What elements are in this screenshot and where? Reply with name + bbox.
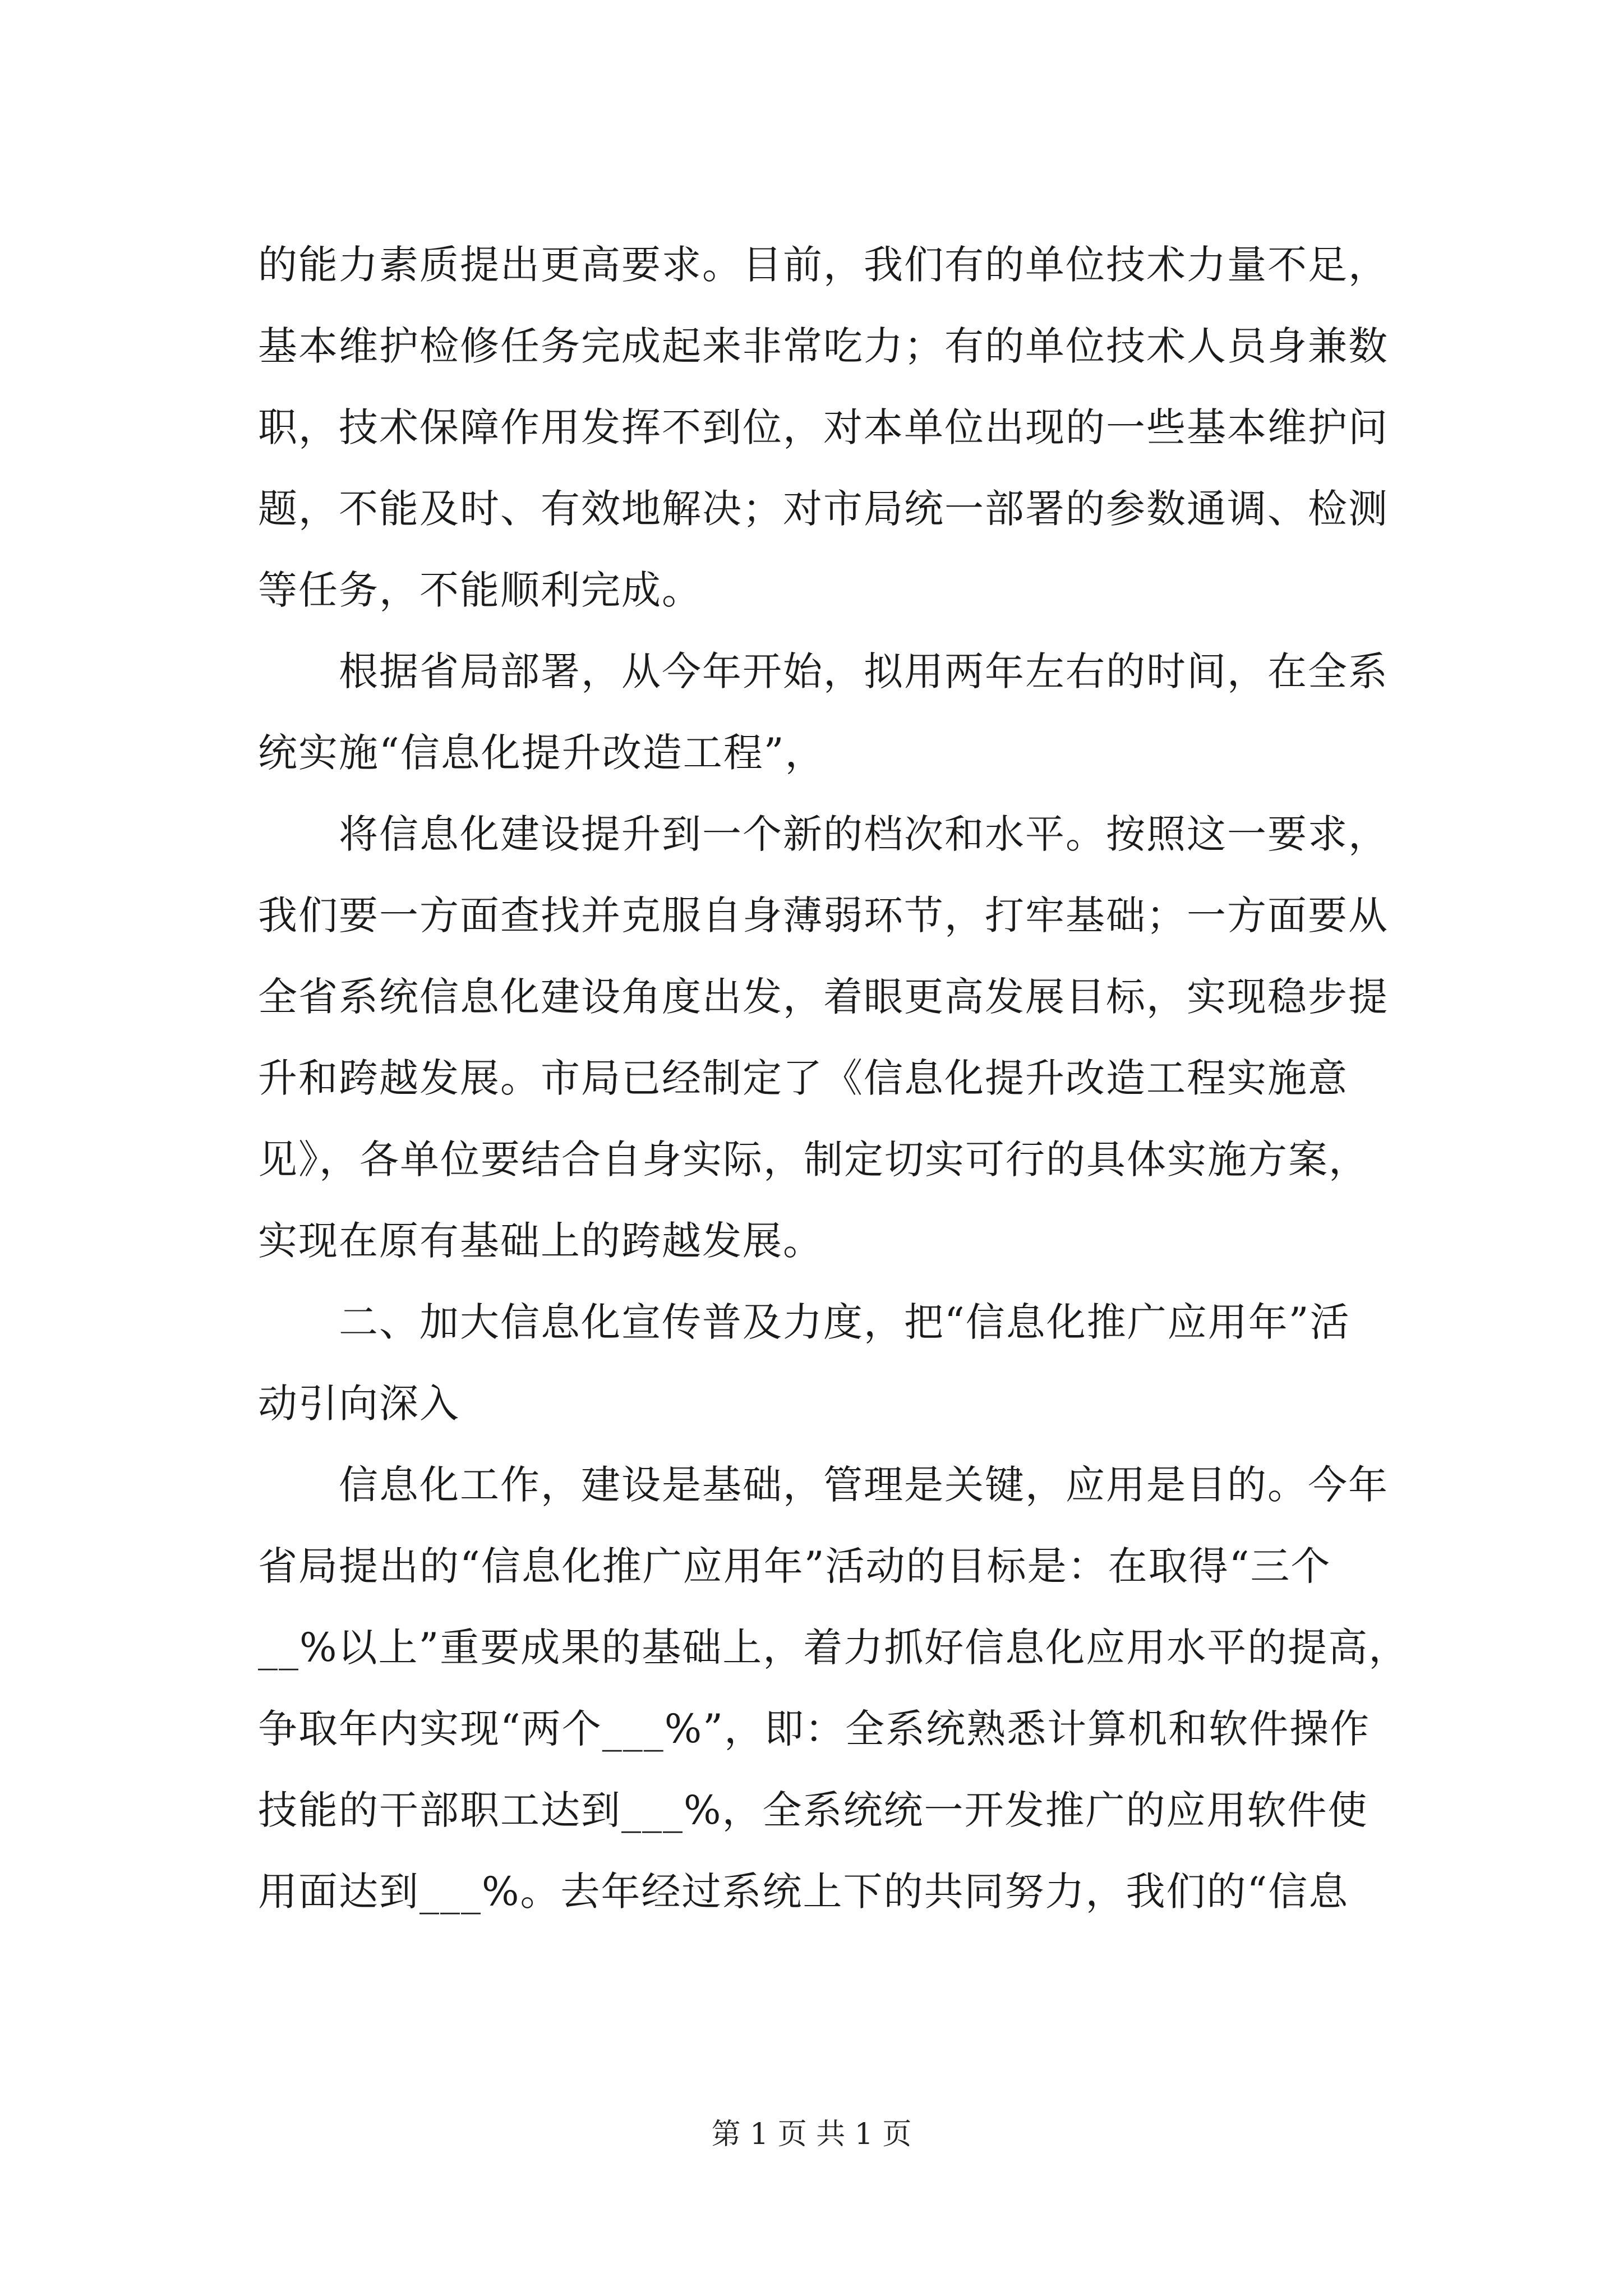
paragraph-first-line: 将信息化建设提升到一个新的档次和水平。按照这一要求， [339,811,1389,857]
page-footer [0,2115,1623,2154]
document-body [258,224,1436,1932]
paragraph-first-line: 信息化工作，建设是基础，管理是关键，应用是目的。今年 [339,1462,1389,1508]
paragraph-first-line: 根据省局部署，从今年开始，拟用两年左右的时间，在全系 [339,648,1389,694]
text-line: 职，技术保障作用发挥不到位，对本单位出现的一些基本维护问 [258,404,1389,450]
text-line: 技能的干部职工达到___%，全系统统一开发推广的应用软件使 [258,1787,1368,1833]
text-line: 争取年内实现“两个___%”，即：全系统熟悉计算机和软件操作 [258,1706,1371,1752]
text-line: 升和跨越发展。市局已经制定了《信息化提升改造工程实施意 [258,1055,1348,1101]
text-line: 的能力素质提出更高要求。目前，我们有的单位技术力量不足， [258,242,1389,288]
section-heading-continued: 动引向深入 [258,1381,460,1427]
text-line: 题，不能及时、有效地解决；对市局统一部署的参数通调、检测 [258,486,1389,532]
text-line: 见》，各单位要结合自身实际，制定切实可行的具体实施方案， [258,1137,1369,1182]
text-line: 我们要一方面查找并克服自身薄弱环节，打牢基础；一方面要从 [258,892,1389,938]
page-number-label: 第 1 页 共 1 页 [711,2118,912,2151]
text-line: 实现在原有基础上的跨越发展。 [258,1218,823,1264]
text-line: 基本维护检修任务完成起来非常吃力；有的单位技术人员身兼数 [258,323,1389,369]
section-heading: 二、加大信息化宣传普及力度，把“信息化推广应用年”活 [339,1299,1350,1345]
text-line: 统实施“信息化提升改造工程”， [258,730,826,776]
text-line: __%以上”重要成果的基础上，着力抓好信息化应用水平的提高， [258,1625,1409,1671]
text-line: 用面达到___%。去年经过系统上下的共同努力，我们的“信息 [258,1869,1349,1915]
text-line: 省局提出的“信息化推广应用年”活动的目标是：在取得“三个 [258,1543,1331,1589]
text-line: 等任务，不能顺利完成。 [258,567,702,613]
text-line: 全省系统信息化建设角度出发，着眼更高发展目标，实现稳步提 [258,974,1389,1020]
